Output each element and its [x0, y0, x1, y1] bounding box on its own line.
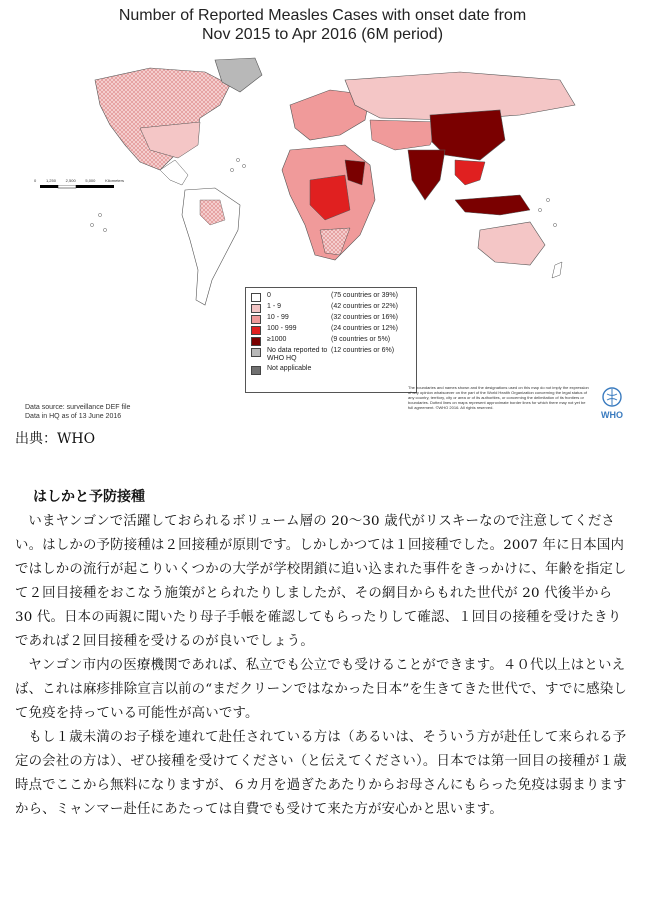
north-america	[95, 68, 230, 170]
legend-label: 0	[267, 292, 271, 299]
section-heading: はしかと予防接種	[33, 489, 145, 505]
map-title	[60, 6, 585, 44]
legend-count: (12 countries or 6%)	[331, 347, 395, 354]
paragraph: ヤンゴン市内の医療機関であれば、私立でも公立でも受けることができます。４０代以上はといえば、これは麻疹排除宣言以前の“まだクリーンではなかった日本”を生きてきた世代で、すでに感染して免疫を持っている可能性が高いです。	[15, 658, 627, 721]
legend-label: 1 - 9	[267, 303, 282, 310]
legend-swatch	[251, 304, 261, 313]
legend-swatch	[251, 348, 261, 357]
legend-swatch	[251, 337, 261, 346]
legend-row	[251, 325, 411, 336]
legend-row	[251, 347, 411, 365]
map-title-line2: Nov 2015 to Apr 2016 (6M period)	[201, 26, 444, 43]
legend-label: Not applicable	[267, 365, 312, 372]
who-emblem-icon	[601, 386, 623, 408]
article-body	[15, 510, 630, 822]
legend-row	[251, 336, 411, 347]
legend-row	[251, 365, 411, 376]
legend-count: (9 countries or 5%)	[331, 336, 391, 343]
legend-swatch	[251, 293, 261, 302]
map-disclaimer: The boundaries and names shown and the designations used on this map do not imply the expression of any opinion whatsoever on the part of the World Health Organization concerning the legal status of any country, territory, city or area or of its authorities, or concerning the delimitation of its frontiers or boundaries. Dotted lines on maps represent approximate border lines for which there may not yet be full agreement. ©WHO 2016. All rights reserved.	[408, 385, 589, 410]
scale-label: 5,000	[85, 178, 96, 183]
scale-label: 1,250	[45, 178, 56, 183]
central-asia	[370, 120, 440, 150]
image-credit: 出典：WHO	[15, 431, 96, 447]
scale-label: 2,500	[65, 178, 76, 183]
legend-count: (24 countries or 12%)	[331, 325, 398, 332]
legend-swatch	[251, 366, 261, 375]
paragraph: いまヤンゴンで活躍しておられるボリューム層の 20〜30 歳代がリスキーなので注意してください。はしかの予防接種は２回接種が原則です。しかしかつては１回接種でした。2007 年に日本国内ではしかの流行が起こりいくつかの大学が学校閉鎖に追い込まれた事件をきっかけに、年齢を指定して２回目接種をおこなう施策がとられたりしましたが、その網目からもれた世代が 20 代後半から 30 代。日本の両親に聞いたり母子手帳を確認してもらったりして確認、１回目の接種を受けたきりであれば２回目接種を受けるのが良いでしょう。	[15, 514, 627, 649]
who-logo	[597, 386, 627, 420]
legend-count: (32 countries or 16%)	[331, 314, 398, 321]
source-line1: Data source: surveillance DEF file	[25, 404, 131, 411]
who-logo-text: WHO	[601, 410, 623, 420]
paragraph: もし１歳未満のお子様を連れて赴任されている方は（あるいは、そういう方が赴任して来られる予定の会社の方は）、ぜひ接種を受けてください（と伝えてください）。日本では第一回目の接種が１歳時点でここから無料になりますが、６カ月を過ぎたあたりからお母さんにもらった免疫は弱まりますから、ミャンマー赴任にあたっては自費でも受けて来た方が安心かと思います。	[15, 730, 627, 817]
india	[408, 150, 445, 200]
new-zealand	[552, 262, 562, 278]
legend-label: 100 - 999	[267, 325, 297, 332]
legend-row	[251, 292, 411, 303]
data-source	[25, 403, 130, 421]
legend-label: 10 - 99	[267, 314, 289, 321]
source-line2: Data in HQ as of 13 June 2016	[25, 413, 122, 420]
map-legend	[245, 287, 417, 393]
scale-label: 0	[34, 178, 37, 183]
australia	[478, 222, 545, 265]
legend-swatch	[251, 315, 261, 324]
legend-count: (42 countries or 22%)	[331, 303, 398, 310]
scale-labels	[34, 178, 124, 183]
legend-label: ≥1000	[267, 336, 287, 343]
legend-label: No data reported to WHO HQ	[267, 347, 328, 362]
scale-unit: Kilometers	[105, 178, 124, 183]
legend-row	[251, 314, 411, 325]
southeast-asia	[455, 160, 485, 185]
legend-count: (75 countries or 39%)	[331, 292, 398, 299]
indonesia	[455, 195, 530, 215]
scale-bar	[40, 174, 115, 193]
legend-swatch	[251, 326, 261, 335]
legend-row	[251, 303, 411, 314]
map-title-line1: Number of Reported Measles Cases with onset date from	[118, 7, 527, 24]
